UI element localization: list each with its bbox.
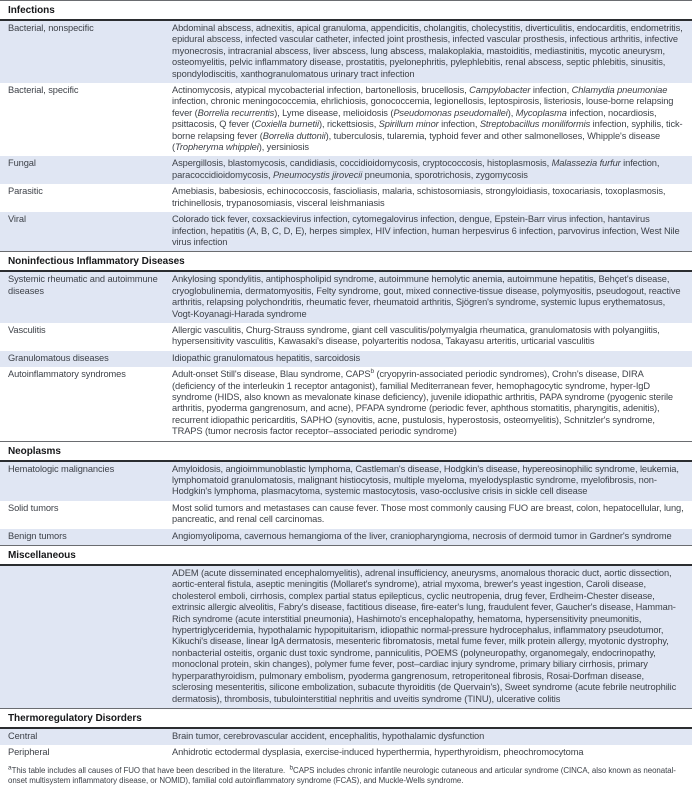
row-content: Amebiasis, babesiosis, echinococcosis, fascioliasis, malaria, schistosomiasis, strongyloidiasis, toxocariasis, toxoplasmosis, trichinellosis, trypanosomiasis, visceral leishmaniasis (172, 186, 666, 208)
row-label (0, 566, 172, 571)
row-label: Peripheral (8, 747, 50, 758)
row-content: Amyloidosis, angioimmunoblastic lymphoma, Castleman's disease, Hodgkin's disease, hypereosinophilic syndrome, leukemia, lymphomatoid granulomatosis, malignant histiocytosis, multiple myeloma, myelodysplastic syndrome, myelofibrosis, non-Hodgkin's lymphoma, plasmacytoma, systemic mastocytosis, vaso-occlusive crisis in sickle cell disease (172, 463, 679, 497)
table-row (0, 323, 692, 351)
table-row (0, 566, 692, 708)
section-header-thermoregulatory-disorders: Thermoregulatory Disorders (0, 708, 692, 729)
table-row (0, 184, 692, 212)
row-content: Idiopathic granulomatous hepatitis, sarcoidosis (172, 352, 361, 363)
row-content: Aspergillosis, blastomycosis, candidiasis, coccidioidomycosis, cryptococcosis, histoplasmosis, Malassezia furfur infection, paracoccidioidomycosis, Pneumocystis jirovecii pneumonia, sporotrichosis, zygomycosis (172, 158, 660, 180)
section-header-infections: Infections (0, 0, 692, 21)
row-label: Vasculitis (8, 324, 46, 335)
table-row (0, 212, 692, 251)
row-label: Systemic rheumatic and autoimmune diseases (8, 274, 158, 296)
row-label: Benign tumors (8, 530, 67, 541)
row-label: Central (8, 730, 38, 741)
table-row (0, 156, 692, 184)
row-label: Bacterial, specific (8, 85, 79, 96)
row-content: Anhidrotic ectodermal dysplasia, exercise-induced hyperthermia, hyperthyroidism, pheochromocytoma (172, 747, 584, 758)
row-content: Angiomyolipoma, cavernous hemangioma of the liver, craniopharyngioma, necrosis of dermoid tumor in Gardner's syndrome (172, 530, 672, 541)
row-label: Autoinflammatory syndromes (8, 369, 126, 380)
row-content: Most solid tumors and metastases can cause fever. Those most commonly causing FUO are breast, colon, hepatocellular, lung, pancreatic, and renal cell carcinomas. (172, 502, 684, 525)
row-content: Actinomycosis, atypical mycobacterial infection, bartonellosis, brucellosis, Campylobacter infection, Chlamydia pneumoniae infection, chronic meningococcemia, ehrlichiosis, gonococcemia, legionellosis, leptospirosis, listeriosis, louse-borne relapsing fever (Borrelia recurrentis), Lyme disease, melioidosis (Pseudomonas pseudomallei), Mycoplasma infection, nocardiosis, psittacosis, Q fever (Coxiella burnetii), rickettsiosis, Spirillum minor infection, Streptobacillus moniliformis infection, syphilis, tick-borne relapsing fever (Borrelia duttonii), tuberculosis, tularemia, typhoid fever and other salmonelloses, Whipple's disease (Tropheryma whipplei), yersiniosis (172, 85, 683, 153)
row-label: Hematologic malignancies (8, 463, 115, 474)
row-content: Ankylosing spondylitis, antiphospholipid syndrome, autoimmune hemolytic anemia, autoimmune hepatitis, Behçet's disease, cryoglobulinemia, dermatomyositis, Felty syndrome, gout, mixed connective-tissue disease, polymyositis, pseudogout, reactive arthritis, relapsing polychondritis, rheumatic fever, rheumatoid arthritis, Sjögren's syndrome, systemic lupus erythematosus, Vogt-Koyanagi-Harada syndrome (172, 274, 681, 319)
table-row (0, 529, 692, 545)
row-content: Allergic vasculitis, Churg-Strauss syndrome, giant cell vasculitis/polymyalgia rheumatica, granulomatosis with polyangiitis, hypersensitivity vasculitis, Kawasaki's disease, polyarteritis nodosa, Takayasu arteritis, urticarial vasculitis (172, 324, 660, 347)
table-row (0, 272, 692, 323)
table-row (0, 21, 692, 83)
table-row (0, 729, 692, 745)
row-label: Solid tumors (8, 502, 59, 513)
table-row (0, 745, 692, 761)
row-label: Parasitic (8, 186, 43, 197)
row-content: Colorado tick fever, coxsackievirus infection, cytomegalovirus infection, dengue, Epstein-Barr virus infection, hantavirus infection, hepatitis (A, B, C, D, E), herpes simplex, HIV infection, human herpesvirus 6 infection, parvovirus infection, West Nile virus infection (172, 214, 680, 247)
table-row (0, 351, 692, 367)
row-content: Abdominal abscess, adnexitis, apical granuloma, appendicitis, cholangitis, cholecystitis, diverticulitis, endocarditis, endometritis, epidural abscess, infected vascular catheter, infected joint prosthesis, infected vascular prosthesis, infectious arthritis, infective myonecrosis, intracranial abscess, liver abscess, lung abscess, malakoplakia, mastoiditis, mediastinitis, mycotic aneurysm, osteomyelitis, pelvic inflammatory disease, prostatitis, pyelonephritis, pylephlebitis, renal abscess, septic phlebitis, sinusitis, spondylodiscitis, xanthogranulomatous urinary tract infection (172, 23, 683, 79)
row-label: Viral (8, 214, 26, 225)
row-content: ADEM (acute disseminated encephalomyelitis), adrenal insufficiency, aneurysms, anomalous thoracic duct, aortic dissection, aortic-enteral fistula, aseptic meningitis (Mollaret's syndrome), atrial myxoma, brewer's yeast ingestion, Caroli disease, cholesterol emboli, cirrhosis, complex partial status epilepticus, cyclic neutropenia, drug fever, Erdheim-Chester disease, extrinsic allergic alveolitis, Fabry's disease, factitious disease, fire-eater's lung, fraudulent fever, Gaucher's disease, Hamman-Rich syndrome (acute interstitial pneumonia), Hashimoto's encephalopathy, hematoma, hypersensitivity pneumonitis, hypertriglyceridemia, hypothalamic hypopituitarism, idiopathic normal-pressure hydrocephalus, inflammatory pseudotumor, Kikuchi's disease, linear IgA dermatosis, mesenteric fibromatosis, metal fume fever, milk protein allergy, myotonic dystrophy, nonbacterial osteitis, organic dust toxic syndrome, panniculitis, POEMS (polyneuropathy, organomegaly, endocrinopathy, monoclonal protein, skin changes), polymer fume fever, post–cardiac injury syndrome, primary biliary cirrhosis, primary hyperparathyroidism, pulmonary embolism, pyoderma gangrenosum, retroperitoneal fibrosis, Rosai-Dorfman disease, sclerosing mesenteritis, silicone embolization, subacute thyroiditis (de Quervain's), Sweet syndrome (acute febrile neutrophilic dermatosis), thrombosis, tubulointerstitial nephritis and uveitis syndrome (TINU), ulcerative colitis (172, 568, 677, 704)
table-row (0, 501, 692, 529)
row-label: Granulomatous diseases (8, 352, 109, 363)
table-row (0, 83, 692, 156)
row-content: Adult-onset Still's disease, Blau syndrome, CAPS$^b$ (cryopyrin-associated periodic syndromes), Crohn's disease, DIRA (deficiency of the interleukin 1 receptor antagonist), familial Mediterranean fever, hemophagocytic syndrome, hyper-IgD syndrome (HIDS, also known as mevalonate kinase deficiency), juvenile idiopathic arthritis, PAPA syndrome (pyogenic sterile arthritis, pyoderma gangrenosum, and acne), PFAPA syndrome (periodic fever, aphthous stomatitis, pharyngitis, adenitis), recurrent idiopathic pericarditis, SAPHO (synovitis, acne, pustulosis, hyperostosis, osteomyelitis), Schnitzler's syndrome, TRAPS (tumor necrosis factor receptor–associated periodic syndrome) (172, 368, 673, 437)
section-header-noninfectious-inflammatory-diseases: Noninfectious Inflammatory Diseases (0, 251, 692, 272)
row-label: Bacterial, nonspecific (8, 23, 94, 33)
table-row (0, 462, 692, 501)
row-label: Fungal (8, 158, 36, 169)
table-footnote: $^a$This table includes all causes of FUO that have been described in the literature. $^b$CAPS includes chronic infantile neurologic cutaneous and articular syndrome (CINCA, also known as neonatal-onset multisystem inflammatory disease, or NOMID), familial cold autoinflammatory syndrome (FCAS), and Muckle-Wells syndrome. (8, 764, 676, 785)
row-content: Brain tumor, cerebrovascular accident, encephalitis, hypothalamic dysfunction (172, 730, 485, 741)
section-header-miscellaneous: Miscellaneous (0, 545, 692, 566)
table-row (0, 367, 692, 440)
section-header-neoplasms: Neoplasms (0, 441, 692, 462)
